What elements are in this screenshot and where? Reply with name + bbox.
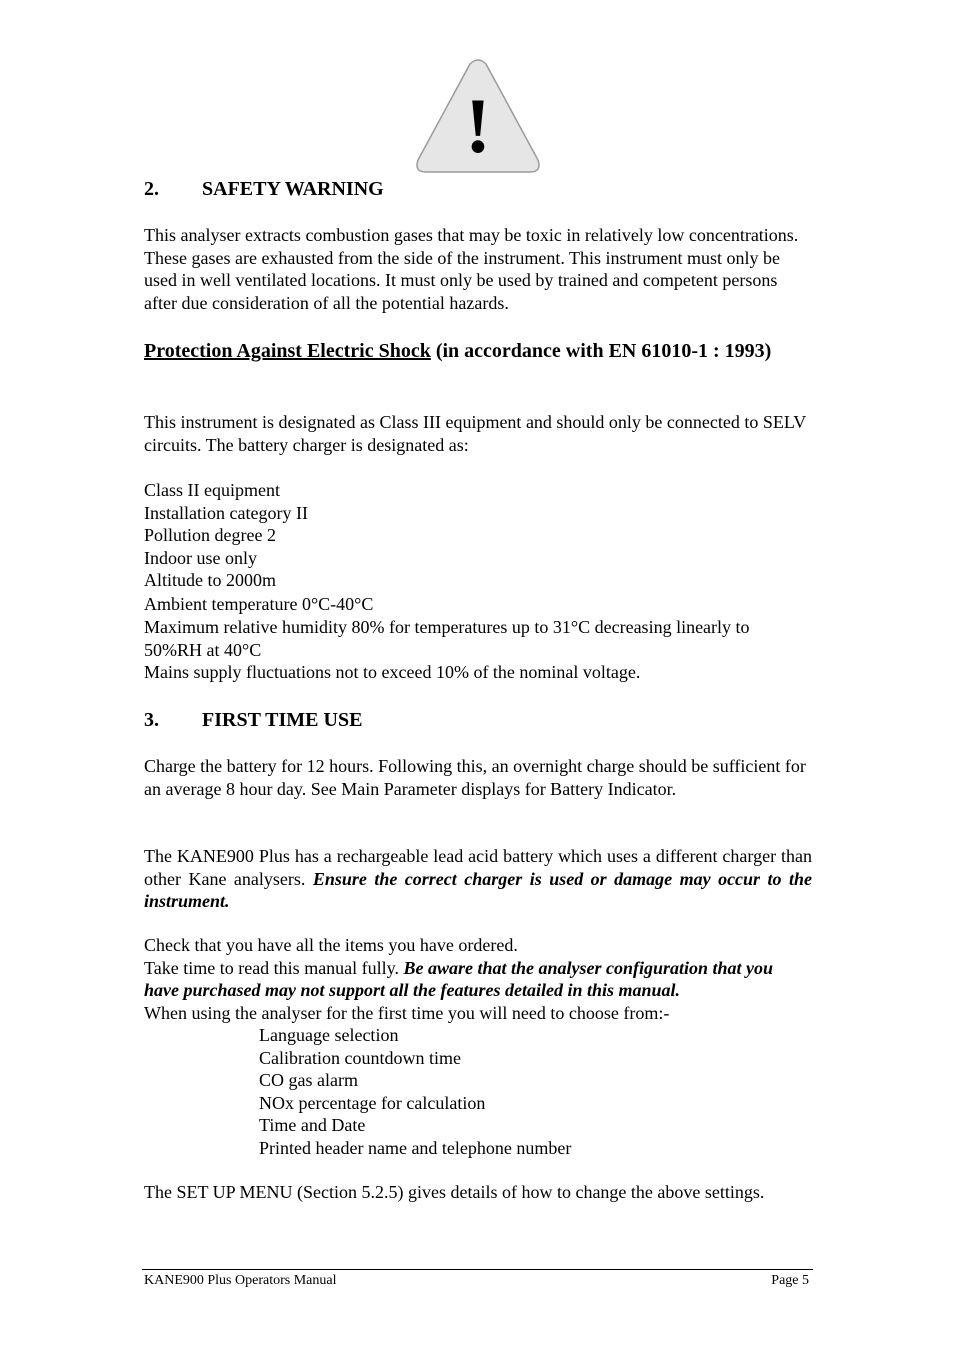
spec-item: Altitude to 2000m: [144, 570, 276, 590]
spec-item: Installation category II: [144, 502, 308, 523]
section-2-heading: [144, 177, 812, 201]
choice-item: Calibration countdown time: [259, 1047, 461, 1068]
setup-menu-line: The SET UP MENU (Section 5.2.5) gives details of how to change the above settings.: [144, 1182, 765, 1202]
choice-item: CO gas alarm: [259, 1070, 358, 1090]
section-3-title: FIRST TIME USE: [202, 709, 363, 731]
choice-item: Printed header name and telephone number: [259, 1137, 572, 1158]
choose-line: When using the analyser for the first time you will need to choose from:-: [144, 1002, 670, 1023]
protection-paragraph: This instrument is designated as Class III equipment and should only be connected to SELV circuits. The battery charger is designated as:: [144, 412, 806, 455]
spec-item: Class II equipment: [144, 480, 280, 500]
charger-paragraph: [144, 845, 812, 913]
footer-page-number: Page 5: [771, 1273, 809, 1288]
charge-paragraph: Charge the battery for 12 hours. Following this, an overnight charge should be sufficient for an average 8 hour day. See Main Parameter displays for Battery Indicator.: [144, 756, 806, 799]
section-3-number: 3.: [144, 709, 159, 731]
safety-warning-paragraph: This analyser extracts combustion gases that may be toxic in relatively low concentrations. These gases are exhausted from the side of the instrument. This instrument must only be used in well ventilated locations. It must only be used by trained and competent persons after due consideration of all the potential hazards.: [144, 225, 799, 313]
spec-item: Indoor use only: [144, 547, 257, 568]
spec-item: Mains supply fluctuations not to exceed 10% of the nominal voltage.: [144, 662, 641, 682]
section-2-number: 2.: [144, 178, 159, 200]
footer-manual-title: KANE900 Plus Operators Manual: [144, 1273, 337, 1288]
read-manual-text: Take time to read this manual fully.: [144, 957, 404, 978]
protection-title-rest: (in accordance with EN 61010-1 : 1993): [430, 340, 772, 362]
spec-item: Ambient temperature 0°C-40°C: [144, 593, 374, 614]
svg-text:!: !: [465, 82, 491, 169]
spec-item: Maximum relative humidity 80% for temperatures up to 31°C decreasing linearly to 50%RH at 40°C: [144, 617, 750, 660]
first-use-instructions: [144, 934, 812, 1024]
charger-paragraph-text: The KANE900 Plus has a rechargeable lead acid battery which uses a different charger than other Kane analysers.: [144, 846, 812, 889]
charger-warning-text: Ensure the correct charger is used or damage may occur to the instrument.: [144, 868, 812, 911]
choice-item: NOx percentage for calculation: [259, 1092, 486, 1113]
protection-title-underlined: Protection Against Electric Shock: [144, 340, 431, 362]
section-2-title: SAFETY WARNING: [202, 178, 384, 200]
check-items-line: Check that you have all the items you have ordered.: [144, 935, 518, 955]
protection-heading: [144, 338, 812, 364]
configuration-warning-text: Be aware that the analyser configuration that you have purchased may not support all the features detailed in this manual.: [144, 957, 774, 1000]
charger-spec-list: [144, 479, 812, 684]
footer-divider: [142, 1269, 813, 1270]
choice-item: Time and Date: [259, 1115, 366, 1135]
read-manual-line: [144, 957, 812, 1002]
section-3-heading: [144, 708, 812, 732]
spec-item: Pollution degree 2: [144, 525, 276, 545]
warning-triangle-icon: [413, 58, 543, 176]
choice-item: Language selection: [259, 1025, 399, 1045]
first-use-choices-list: [259, 1024, 812, 1159]
